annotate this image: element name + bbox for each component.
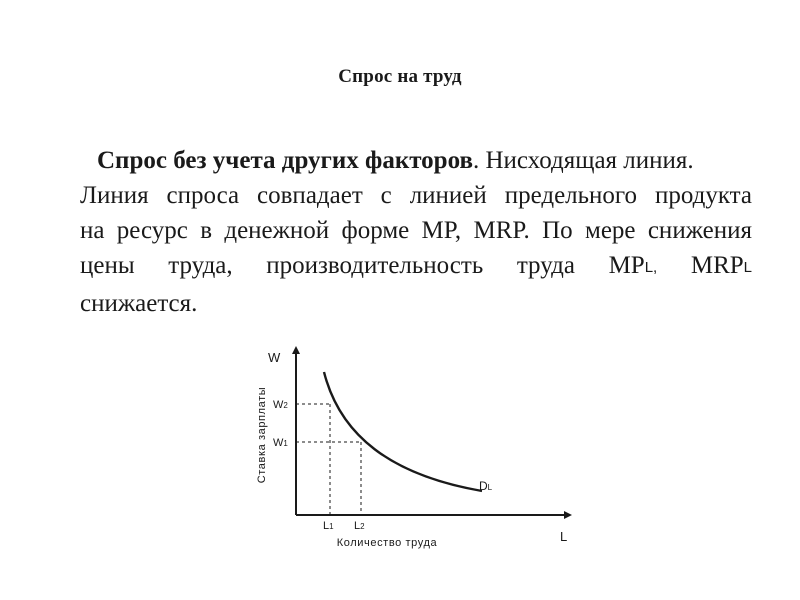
paragraph-line-1-rest: . Нисходящая линия. <box>472 147 694 174</box>
x-axis-symbol: L <box>560 529 568 544</box>
x-tick-l2 <box>354 520 365 532</box>
y-axis-title: Ставка зарплаты <box>256 386 268 484</box>
paragraph-line-5: снижается. <box>80 290 198 317</box>
paragraph-line-4-b: MRP <box>657 252 744 279</box>
paragraph-line-4 <box>80 248 752 286</box>
y-tick-w1-letter: W <box>273 437 284 449</box>
y-tick-w2-sub: 2 <box>283 401 288 410</box>
y-tick-w2 <box>273 399 288 411</box>
paragraph-line-4-a: цены труда, производительность труда MP <box>80 252 645 279</box>
slide-title: Спрос на труд <box>338 66 462 87</box>
y-axis-symbol: W <box>268 350 281 365</box>
curve-label-letter: D <box>479 479 488 493</box>
body-paragraph <box>80 143 752 321</box>
paragraph-line-3: на ресурс в денежной форме MP, MRP. По мере снижения <box>80 217 752 244</box>
paragraph-line-4-sub2: L <box>743 259 752 276</box>
paragraph-line-4-sub1: L, <box>644 259 658 276</box>
demand-curve <box>324 372 482 491</box>
y-tick-w1-sub: 1 <box>283 439 288 448</box>
x-tick-l2-letter: L <box>354 520 361 532</box>
paragraph-line-1 <box>80 143 752 178</box>
paragraph-lead: Спрос без учета других факторов <box>97 147 473 174</box>
y-tick-w2-letter: W <box>273 399 284 411</box>
x-tick-l1 <box>323 520 334 532</box>
y-tick-w1 <box>273 437 288 449</box>
labor-demand-chart <box>240 340 585 555</box>
curve-label <box>479 479 493 493</box>
x-axis-title: Количество труда <box>336 537 438 549</box>
x-tick-l2-sub: 2 <box>360 522 365 531</box>
paragraph-line-2: Линия спроса совпадает с линией предельного продукта <box>80 182 752 209</box>
x-tick-l1-letter: L <box>323 520 330 532</box>
x-tick-l1-sub: 1 <box>329 522 334 531</box>
curve-label-sub: L <box>487 483 493 492</box>
reference-lines <box>296 404 361 515</box>
